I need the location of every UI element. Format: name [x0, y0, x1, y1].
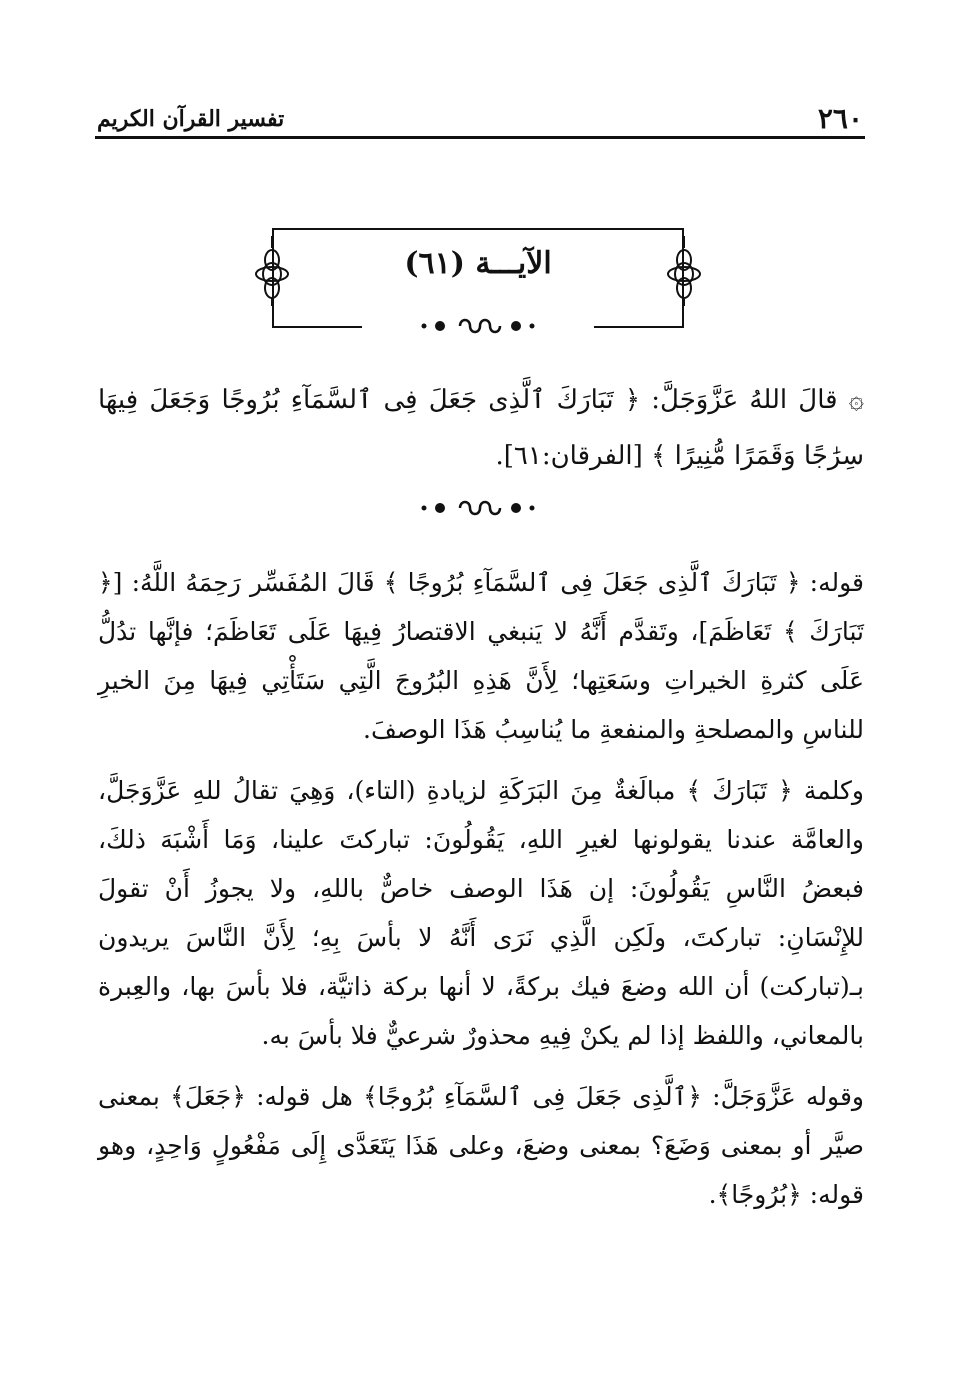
verse-heading-title: الآيـــة (٦١) [404, 246, 552, 281]
running-title: تفسير القرآن الكريم [97, 106, 285, 132]
verse-text-block [98, 372, 864, 484]
verse-text: ۞ قالَ اللهُ عَزَّوَجَلَّ: ﴿ تَبَارَكَ ٱلَّذِى جَعَلَ فِى ٱلسَّمَآءِ بُرُوجًا وَجَعَلَ فِيهَا سِرَٰجًا وَقَمَرًا مُّنِيرًا ﴾ [الفرقان:٦١]. [98, 385, 864, 471]
commentary-body [98, 558, 864, 1231]
commentary-paragraph: وكلمة ﴿ تَبَارَكَ ﴾ مبالَغةٌ مِنَ البَرَكَةِ لزيادةِ (التاء)، وَهِيَ تقالُ للهِ عَزَّوَجَلَّ، والعامَّة عندنا يقولونها لغيرِ اللهِ، يَقُولُونَ: تباركتَ علينا، وَمَا أَشْبَهَ ذلكَ، فبعضُ النَّاسِ يَقُولُونَ: إن هَذَا الوصف خاصٌّ باللهِ، ولا يجوزُ أَنْ تقولَ للإِنْسَانِ: تباركتَ، ولَكِن الَّذِي نَرَى أَنَّهُ لا بأسَ بِهِ؛ لِأَنَّ النَّاسَ يريدون بـ(تباركت) أن الله وضعَ فيك بركةً، لا أنها بركة ذاتيَّة، فلا بأسَ بها، والعِبرة بالمعاني، واللفظ إذا لم يكنْ فِيهِ محذورٌ شرعيٌّ فلا بأسَ به. [98, 776, 864, 1050]
commentary-paragraph: قوله: ﴿ تَبَارَكَ ٱلَّذِى جَعَلَ فِى ٱلسَّمَآءِ بُرُوجًا ﴾ قَالَ المُفَسِّر رَحِمَهُ اللَّهُ: [﴿ تَبَارَكَ ﴾ تَعَاظَمَ]، وتَقدَّم أَنَّهُ لا يَنبغي الاقتصارُ فِيهَا عَلَى تَعَاظَمَ؛ فإنَّها تدُلُّ عَلَى كثرةِ الخيراتِ وسَعَتِها؛ لِأَنَّ هَذِهِ البُرُوجَ الَّتِي سَتَأْتِي فِيهَا مِنَ الخيرِ للناسِ والمصلحةِ والمنفعةِ ما يُناسِبُ هَذَا الوصفَ. [98, 568, 864, 744]
ornament-divider-icon [418, 314, 538, 338]
ornament-divider [0, 314, 955, 338]
page-number: ٢٦٠ [817, 102, 863, 135]
ornament-divider [0, 496, 955, 520]
ornament-divider-icon [418, 496, 538, 520]
page-header [95, 100, 865, 139]
commentary-paragraph: وقوله عَزَّوَجَلَّ: ﴿ٱلَّذِى جَعَلَ فِى ٱلسَّمَآءِ بُرُوجًا﴾ هل قوله: ﴿جَعَلَ﴾ بمعنى صيَّر أو بمعنى وَضَعَ؟ بمعنى وضعَ، وعلى هَذَا يَتَعَدَّى إِلَى مَفْعُولٍ وَاحِدٍ، وهو قوله: ﴿بُرُوجًا﴾. [98, 1082, 864, 1209]
